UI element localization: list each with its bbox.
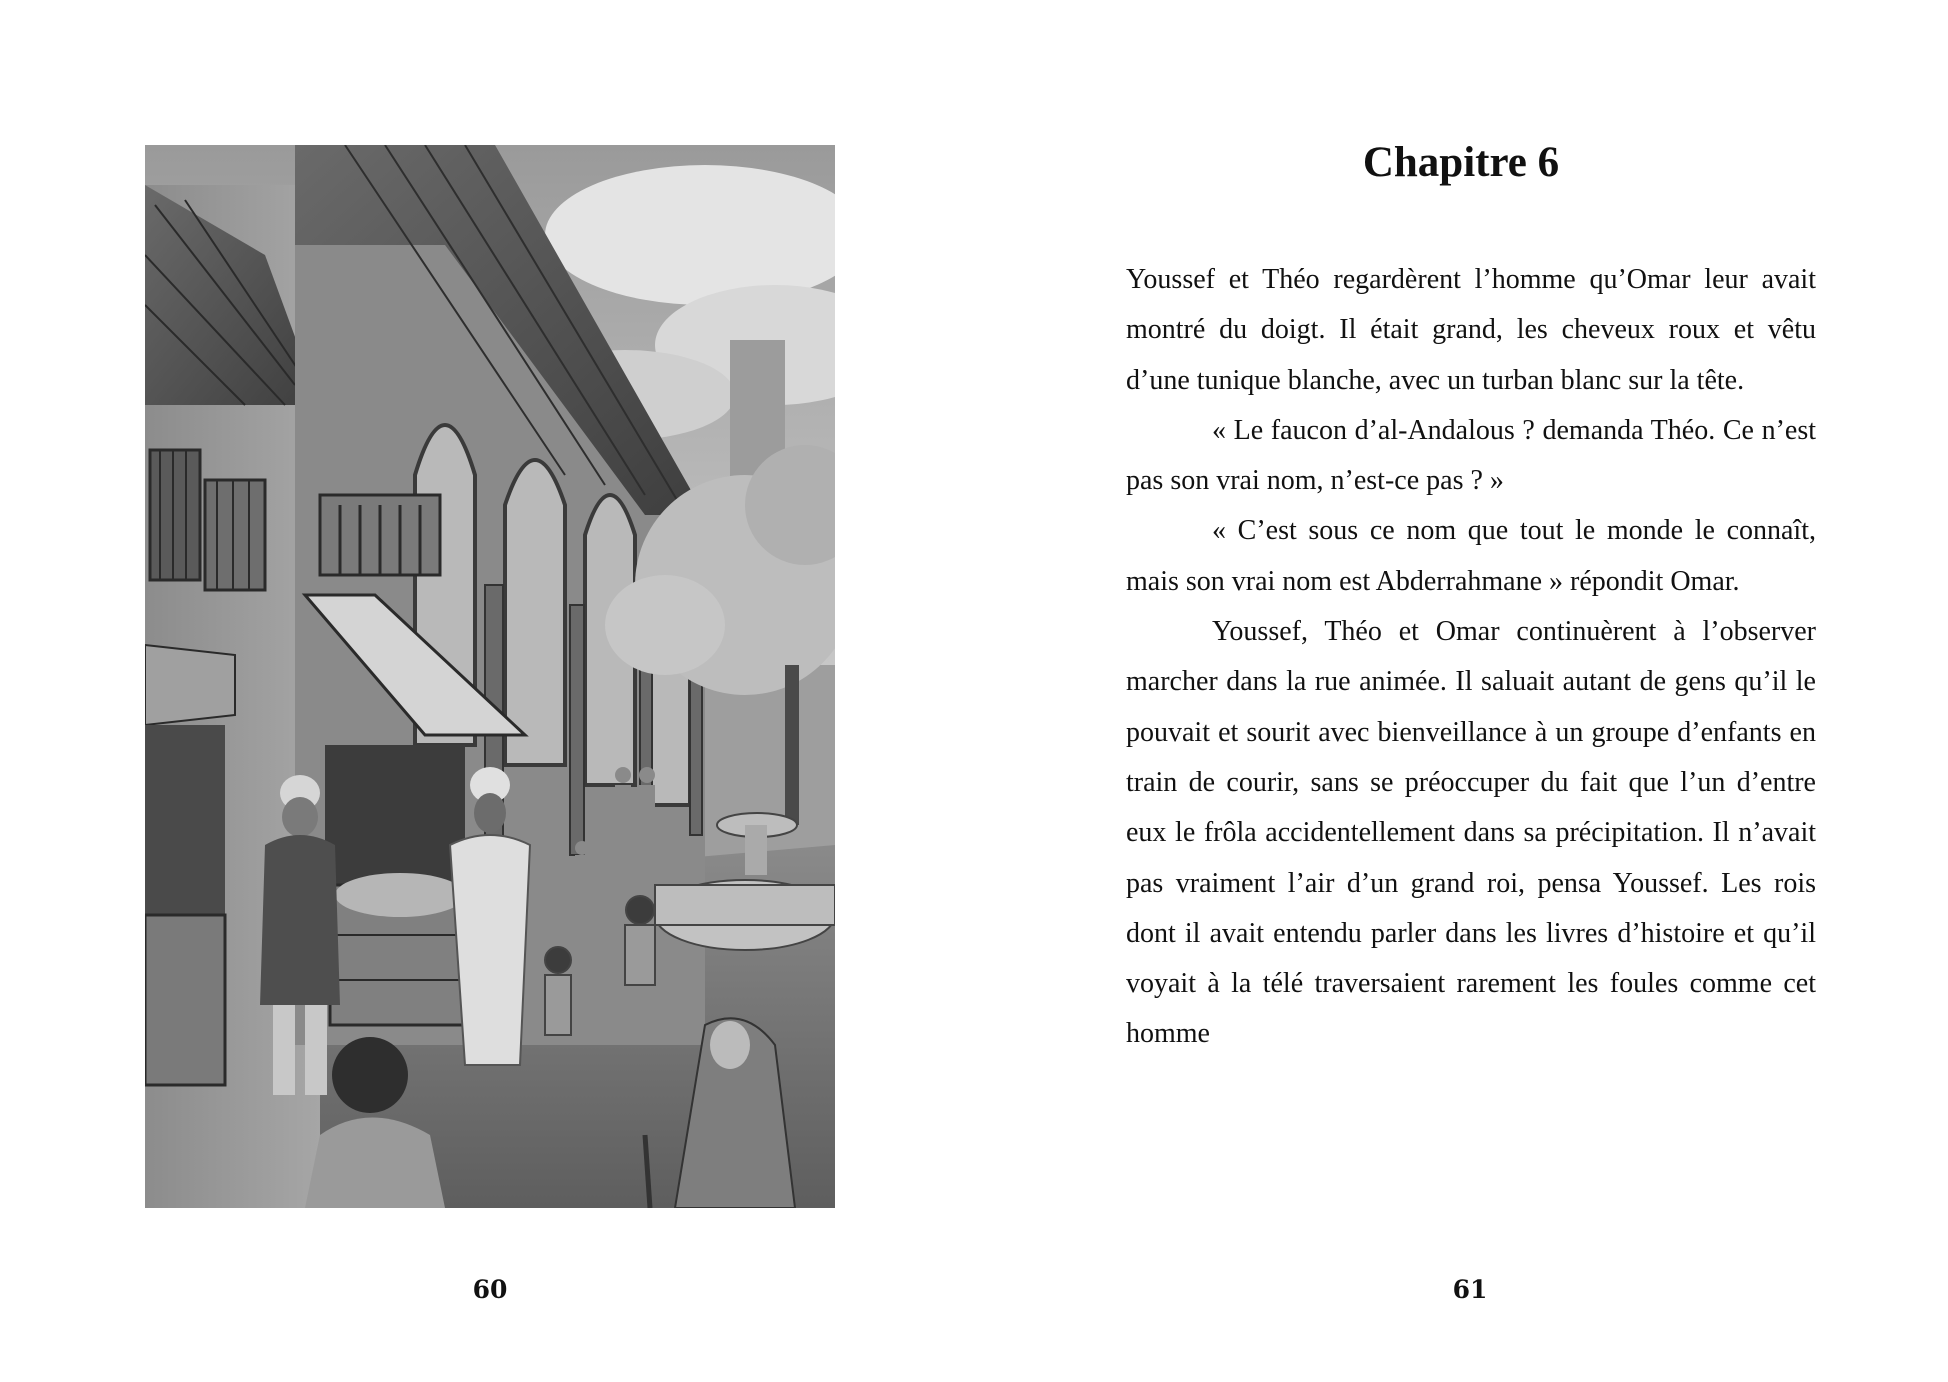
market-street-illustration [145, 145, 835, 1208]
illustration-drawing [145, 145, 835, 1208]
paragraph-3: « C’est sous ce nom que tout le monde le connaît, mais son vrai nom est Abderrahmane » répondit Omar. [1126, 515, 1816, 597]
page-number-right: 61 [1452, 1275, 1488, 1304]
chapter-text [1126, 255, 1816, 1060]
page-number-left: 60 [472, 1275, 508, 1304]
paragraph-4: Youssef, Théo et Omar continuèrent à l’observer marcher dans la rue animée. Il saluait autant de gens qu’il le pouvait et sourit avec bienveillance à un groupe d’enfants en train de courir, sans se préoccuper du fait que l’un d’entre eux le frôla accidentellement dans sa précipitation. Il n’avait pas vraiment l’air d’un grand roi, pensa Youssef. Les rois dont il avait entendu parler dans les livres d’histoire et qu’il voyait à la télé traversaient rarement les foules comme cet homme [1126, 616, 1816, 1050]
paragraph-1: Youssef et Théo regardèrent l’homme qu’Omar leur avait montré du doigt. Il était grand, les cheveux roux et vêtu d’une tunique blanche, avec un turban blanc sur la tête. [1126, 264, 1816, 396]
paragraph-2: « Le faucon d’al-Andalous ? demanda Théo. Ce n’est pas son vrai nom, n’est-ce pas ? » [1126, 414, 1816, 497]
chapter-title-text: Chapitre 6 [1362, 139, 1560, 186]
right-page [974, 0, 1948, 1382]
chapter-title [974, 138, 1948, 187]
